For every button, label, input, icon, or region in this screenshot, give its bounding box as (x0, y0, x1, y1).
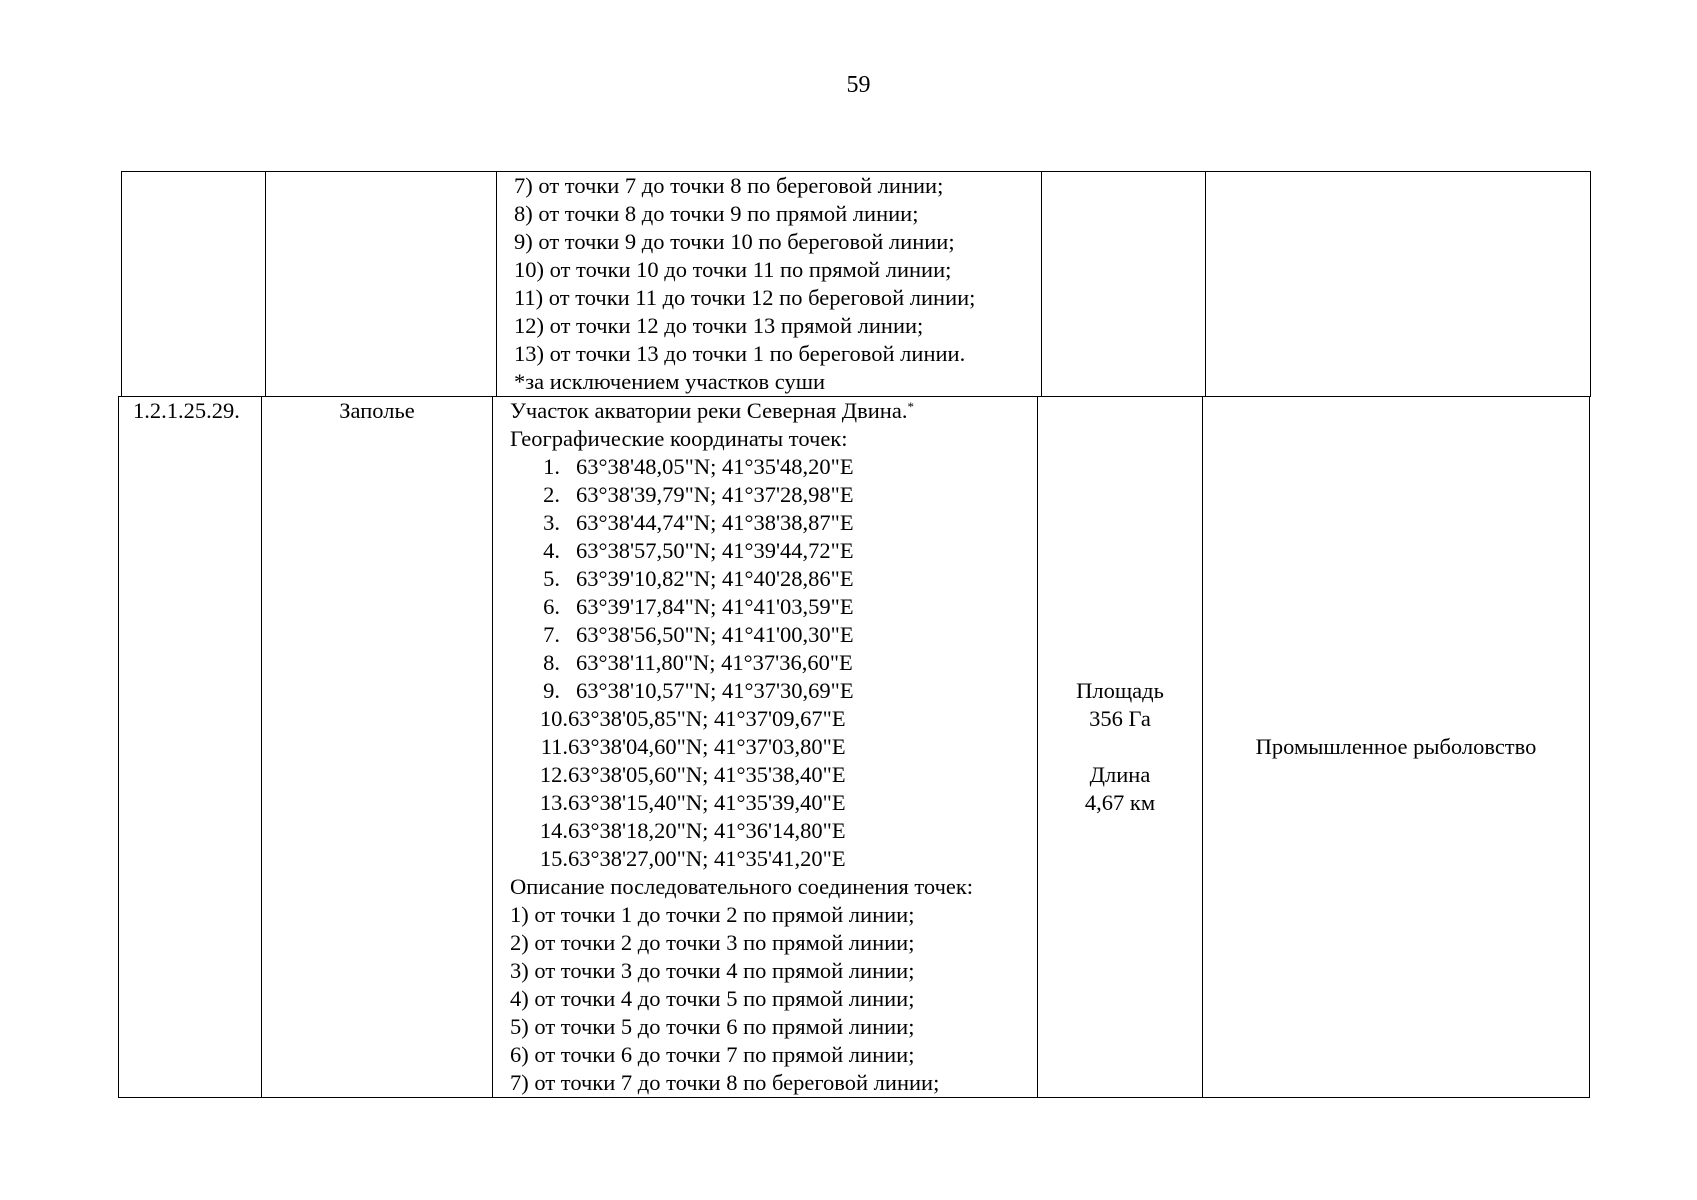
coordinate-value: 63°38'04,60"N; 41°37'03,80"E (568, 734, 846, 759)
list-item: *за исключением участков суши (514, 369, 826, 394)
coordinate-number: 13. (539, 790, 568, 815)
cell-size (1042, 172, 1206, 397)
coordinate-number: 5. (543, 566, 560, 591)
coordinate-value: 63°39'17,84"N; 41°41'03,59"E (576, 594, 854, 619)
coordinate-item (510, 481, 1037, 509)
cell-number (122, 172, 266, 397)
coordinate-value: 63°38'18,20"N; 41°36'14,80"E (568, 818, 846, 843)
connection-list (510, 901, 1037, 1097)
list-item: 13) от точки 13 до точки 1 по береговой линии. (514, 341, 966, 366)
coordinate-value: 63°38'57,50"N; 41°39'44,72"E (576, 538, 854, 563)
coordinate-item (510, 537, 1037, 565)
coordinate-number: 2. (543, 482, 560, 507)
list-item: 1) от точки 1 до точки 2 по прямой линии; (510, 902, 915, 927)
coordinate-number: 10. (539, 706, 568, 731)
coordinate-item (510, 593, 1037, 621)
coordinate-number: 15. (539, 846, 568, 871)
coordinate-number: 3. (543, 510, 560, 535)
coordinate-value: 63°38'05,60"N; 41°35'38,40"E (568, 762, 846, 787)
area-name: Заполье (262, 397, 493, 1098)
coordinate-number: 14. (539, 818, 568, 843)
coordinate-value: 63°38'10,57"N; 41°37'30,69"E (576, 678, 854, 703)
coordinate-number: 9. (543, 678, 560, 703)
coordinate-item (510, 705, 1037, 733)
coordinate-item (510, 845, 1037, 873)
table-row (119, 397, 1590, 1098)
cell-purpose (1206, 172, 1591, 397)
coordinate-item (510, 621, 1037, 649)
coordinate-item (510, 789, 1037, 817)
coordinate-number: 8. (543, 650, 560, 675)
area-size (1038, 397, 1203, 1098)
length-value: 4,67 км (1084, 790, 1156, 815)
coordinate-value: 63°39'10,82"N; 41°40'28,86"E (576, 566, 854, 591)
continuation-table (121, 171, 1591, 397)
coordinate-number: 11. (540, 734, 568, 759)
fishing-area-table (118, 396, 1590, 1098)
cell-name (266, 172, 497, 397)
coordinate-item (510, 817, 1037, 845)
area-value: 356 Га (1089, 706, 1151, 731)
connection-heading: Описание последовательного соединения точек: (510, 874, 974, 899)
list-item: 3) от точки 3 до точки 4 по прямой линии; (510, 958, 915, 983)
list-item: 9) от точки 9 до точки 10 по береговой линии; (514, 229, 955, 254)
coordinate-item (510, 565, 1037, 593)
coordinate-number: 1. (543, 454, 560, 479)
page-number: 59 (846, 72, 871, 98)
list-item: 4) от точки 4 до точки 5 по прямой линии; (510, 986, 915, 1011)
connection-list (514, 172, 1041, 396)
coordinate-item (510, 761, 1037, 789)
coordinate-value: 63°38'27,00"N; 41°35'41,20"E (568, 846, 846, 871)
table-row (122, 172, 1591, 397)
area-purpose: Промышленное рыболовство (1203, 397, 1590, 1098)
coordinate-value: 63°38'48,05"N; 41°35'48,20"E (576, 454, 854, 479)
coordinate-number: 6. (543, 594, 560, 619)
list-item: 10) от точки 10 до точки 11 по прямой линии; (514, 257, 952, 282)
coordinate-value: 63°38'15,40"N; 41°35'39,40"E (568, 790, 846, 815)
coordinate-item (510, 509, 1037, 537)
cell-description (497, 172, 1042, 397)
length-label: Длина (1089, 762, 1151, 787)
coordinates-heading: Географические координаты точек: (510, 426, 848, 451)
list-item: 11) от точки 11 до точки 12 по береговой линии; (514, 285, 976, 310)
list-item: 6) от точки 6 до точки 7 по прямой линии; (510, 1042, 915, 1067)
list-item: 8) от точки 8 до точки 9 по прямой линии; (514, 201, 919, 226)
coordinate-item (510, 453, 1037, 481)
list-item: 12) от точки 12 до точки 13 прямой линии; (514, 313, 924, 338)
coordinate-number: 7. (543, 622, 560, 647)
area-title: Участок акватории реки Северная Двина.* (510, 398, 914, 423)
coordinate-item (510, 677, 1037, 705)
list-item: 7) от точки 7 до точки 8 по береговой линии; (510, 1070, 940, 1095)
coordinate-value: 63°38'11,80"N; 41°37'36,60"E (576, 650, 853, 675)
coordinate-value: 63°38'56,50"N; 41°41'00,30"E (576, 622, 854, 647)
area-number: 1.2.1.25.29. (119, 397, 262, 1098)
coordinates-list (510, 453, 1037, 873)
list-item: 2) от точки 2 до точки 3 по прямой линии; (510, 930, 915, 955)
coordinate-value: 63°38'39,79"N; 41°37'28,98"E (576, 482, 854, 507)
coordinate-number: 4. (543, 538, 560, 563)
coordinate-number: 12. (539, 762, 568, 787)
coordinate-item (510, 649, 1037, 677)
coordinate-item (510, 733, 1037, 761)
area-description (493, 397, 1038, 1098)
coordinate-value: 63°38'05,85"N; 41°37'09,67"E (568, 706, 846, 731)
coordinate-value: 63°38'44,74"N; 41°38'38,87"E (576, 510, 854, 535)
area-label: Площадь (1076, 678, 1164, 703)
list-item: 7) от точки 7 до точки 8 по береговой линии; (514, 173, 944, 198)
list-item: 5) от точки 5 до точки 6 по прямой линии; (510, 1014, 915, 1039)
footnote-mark: * (907, 399, 914, 414)
